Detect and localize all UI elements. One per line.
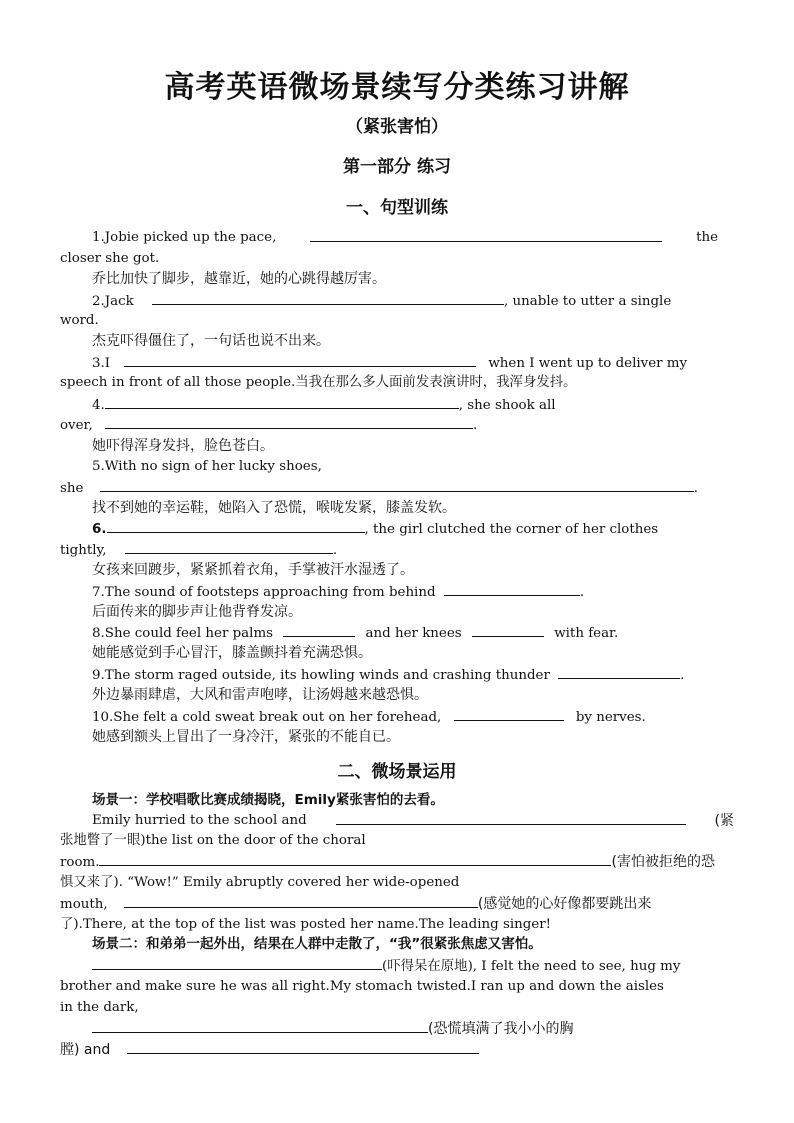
exercise-line [60, 249, 734, 269]
answer-blank[interactable] [558, 665, 680, 679]
item-text: closer she got. [60, 251, 160, 266]
exercise-line [60, 977, 734, 997]
scene-text: mouth, [60, 897, 108, 912]
item-text: she [60, 481, 84, 496]
item-text: 4. [92, 398, 105, 413]
item-text: 1.Jobie picked up the pace, [92, 230, 277, 245]
item-text: 7.The sound of footsteps approaching from behind [92, 585, 436, 600]
answer-blank[interactable] [472, 623, 544, 637]
section-heading-micro-scene: 二、微场景运用 [337, 762, 457, 782]
chinese-translation: 她吓得浑身发抖，脸色苍白。 [92, 438, 274, 454]
answer-blank[interactable] [92, 1019, 428, 1033]
item-text: , unable to utter a single [504, 294, 672, 309]
item-text: . [680, 668, 685, 683]
exercise-line [60, 519, 734, 539]
item-text: and her knees [365, 626, 462, 641]
item-text: 3.I [92, 356, 111, 371]
answer-blank[interactable] [310, 228, 662, 242]
item-text: word. [60, 313, 99, 328]
item-text: 8.She could feel her palms [92, 626, 274, 641]
item-text: . [693, 481, 698, 496]
item-text: tightly, [60, 543, 107, 558]
answer-blank[interactable] [336, 811, 686, 825]
item-text: , the girl clutched the corner of her clothes [364, 522, 659, 537]
item-text: . [473, 418, 478, 433]
scene-text: 了).There, at the top of the list was posted her name.The leading singer! [60, 917, 552, 932]
exercise-line [60, 457, 734, 477]
exercise-line [60, 956, 734, 976]
scene-hint: (害怕被拒绝的恐 [611, 854, 715, 870]
exercise-line [60, 415, 734, 435]
chinese-translation: 她感到额头上冒出了一身冷汗，紧张的不能自已。 [92, 729, 400, 745]
answer-blank[interactable] [99, 852, 611, 866]
item-text: speech in front of all those people.当我在那么多人面前发表演讲时，我浑身发抖。 [60, 375, 577, 390]
scene-title: 场景一：学校唱歌比赛成绩揭晓，Emily紧张害怕的去看。 [92, 792, 444, 808]
exercise-line [60, 291, 734, 311]
exercise-line [60, 540, 734, 560]
scene-title: 场景二：和弟弟一起外出，结果在人群中走散了，“我”很紧张焦虑又害怕。 [92, 936, 542, 952]
answer-blank[interactable] [124, 353, 476, 367]
item-text: 2.Jack [92, 294, 134, 309]
scene-hint: (恐慌填满了我小小的胸 [428, 1021, 574, 1037]
chinese-translation: 她能感觉到手心冒汗，膝盖颤抖着充满恐惧。 [92, 645, 372, 661]
document-subtitle: （紧张害怕） [346, 117, 448, 137]
exercise-line [60, 1040, 734, 1060]
exercise-line [60, 353, 734, 373]
item-number: 6. [92, 521, 107, 537]
item-text: 5.With no sign of her lucky shoes, [92, 459, 322, 474]
answer-blank[interactable] [100, 478, 694, 492]
chinese-translation: 后面传来的脚步声让他背脊发凉。 [92, 604, 302, 620]
chinese-translation: 外边暴雨肆虐，大风和雷声咆哮，让汤姆越来越恐惧。 [92, 687, 428, 703]
section-heading-sentence-training: 一、句型训练 [346, 198, 448, 218]
scene-text: 惧又来了). “Wow!” Emily abruptly covered her wide-opened [60, 875, 460, 890]
item-text: . [579, 585, 585, 600]
exercise-line [60, 582, 734, 602]
exercise-line [60, 311, 734, 331]
scene-text: 张地瞥了一眼)the list on the door of the choral [60, 833, 366, 848]
item-text: . [332, 543, 338, 558]
exercise-line [60, 811, 734, 831]
item-text: when I went up to deliver my [488, 356, 688, 371]
chinese-translation: 乔比加快了脚步，越靠近，她的心跳得越厉害。 [92, 271, 386, 287]
exercise-line [60, 707, 734, 727]
answer-blank[interactable] [125, 540, 333, 554]
exercise-line [60, 373, 734, 393]
answer-blank[interactable] [107, 519, 365, 533]
chinese-translation: 找不到她的幸运鞋，她陷入了恐慌，喉咙发紧，膝盖发软。 [92, 500, 456, 516]
scene-hint: (感觉她的心好像都要跳出来 [477, 896, 652, 912]
item-text: by nerves. [575, 710, 646, 725]
part-heading: 第一部分 练习 [343, 157, 451, 177]
answer-blank[interactable] [152, 291, 504, 305]
scene-text: room. [60, 855, 100, 870]
exercise-line [60, 915, 734, 935]
scene-text: in the dark, [60, 1000, 139, 1015]
exercise-line [60, 998, 734, 1018]
chinese-translation: 女孩来回踱步，紧紧抓着衣角，手掌被汗水湿透了。 [92, 562, 414, 578]
scene-text: brother and make sure he was all right.My stomach twisted.I ran up and down the aisles [60, 979, 664, 994]
item-text: with fear. [554, 626, 619, 641]
answer-blank[interactable] [283, 623, 355, 637]
answer-blank[interactable] [444, 582, 580, 596]
item-text: 9.The storm raged outside, its howling winds and crashing thunder [92, 668, 550, 683]
document-title: 高考英语微场景续写分类练习讲解 [164, 70, 630, 105]
exercise-line [60, 623, 734, 643]
scene-text: (吓得呆在原地), I felt the need to see, hug my [382, 959, 681, 974]
item-text: over, [60, 418, 93, 433]
chinese-translation: 杰克吓得僵住了，一句话也说不出来。 [92, 333, 330, 349]
item-text: , she shook all [458, 398, 556, 413]
scene-hint: (紧 [714, 813, 734, 829]
exercise-line [60, 873, 734, 893]
answer-blank[interactable] [127, 1040, 479, 1054]
answer-blank[interactable] [124, 894, 478, 908]
item-text: the [696, 230, 718, 245]
answer-blank[interactable] [454, 707, 564, 721]
scene-text: 膛) and [60, 1042, 111, 1058]
answer-blank[interactable] [92, 956, 382, 970]
scene-text: Emily hurried to the school and [92, 813, 307, 828]
exercise-line [60, 665, 734, 685]
exercise-line [60, 852, 734, 872]
exercise-line [60, 831, 734, 851]
exercise-line [60, 478, 734, 498]
item-text: 10.She felt a cold sweat break out on her forehead, [92, 710, 442, 725]
answer-blank[interactable] [105, 415, 473, 429]
exercise-line [60, 1019, 734, 1039]
exercise-line [60, 228, 734, 248]
answer-blank[interactable] [105, 395, 459, 409]
exercise-line [60, 894, 734, 914]
exercise-line [60, 395, 734, 415]
